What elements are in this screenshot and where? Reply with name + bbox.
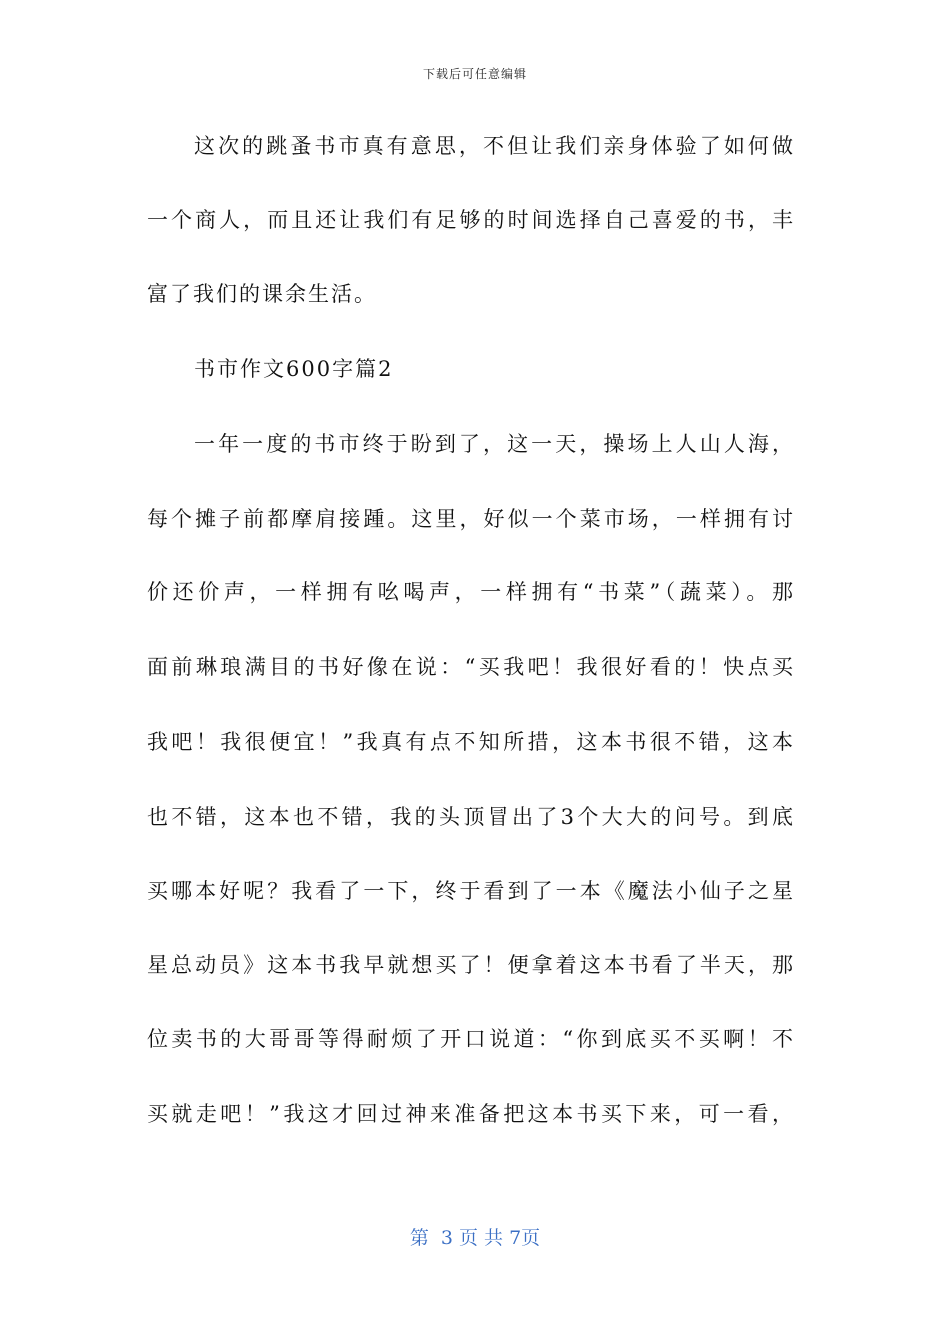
paragraph-line: 这次的跳蚤书市真有意思，不但让我们亲身体验了如何做 xyxy=(194,134,793,158)
page-number-footer: 第 3 页 共 7页 xyxy=(409,1227,541,1249)
paragraph-line: 一个商人，而且还让我们有足够的时间选择自己喜爱的书，丰 xyxy=(147,208,793,232)
paragraph-line: 买就走吧！”我这才回过神来准备把这本书买下来，可一看， xyxy=(147,1102,793,1126)
paragraph-line: 一年一度的书市终于盼到了，这一天，操场上人山人海， xyxy=(194,432,793,456)
paragraph-line: 位卖书的大哥哥等得耐烦了开口说道：“你到底买不买啊！不 xyxy=(147,1027,793,1051)
page-header-note: 下载后可任意编辑 xyxy=(422,67,527,81)
paragraph-line: 也不错，这本也不错，我的头顶冒出了3个大大的问号。到底 xyxy=(147,805,793,829)
paragraph-line: 每个摊子前都摩肩接踵。这里，好似一个菜市场，一样拥有讨 xyxy=(147,507,793,531)
paragraph-line: 价还价声，一样拥有吆喝声，一样拥有“书菜”（蔬菜）。那 xyxy=(147,580,793,604)
paragraph-line: 星总动员》这本书我早就想买了！便拿着这本书看了半天，那 xyxy=(147,953,793,977)
section-heading: 书市作文600字篇2 xyxy=(194,357,394,381)
paragraph-line: 我吧！我很便宜！”我真有点不知所措，这本书很不错，这本 xyxy=(147,730,793,754)
paragraph-line: 买哪本好呢？我看了一下，终于看到了一本《魔法小仙子之星 xyxy=(147,879,793,903)
paragraph-line: 富了我们的课余生活。 xyxy=(147,282,377,306)
paragraph-line: 面前琳琅满目的书好像在说：“买我吧！我很好看的！快点买 xyxy=(147,655,793,679)
